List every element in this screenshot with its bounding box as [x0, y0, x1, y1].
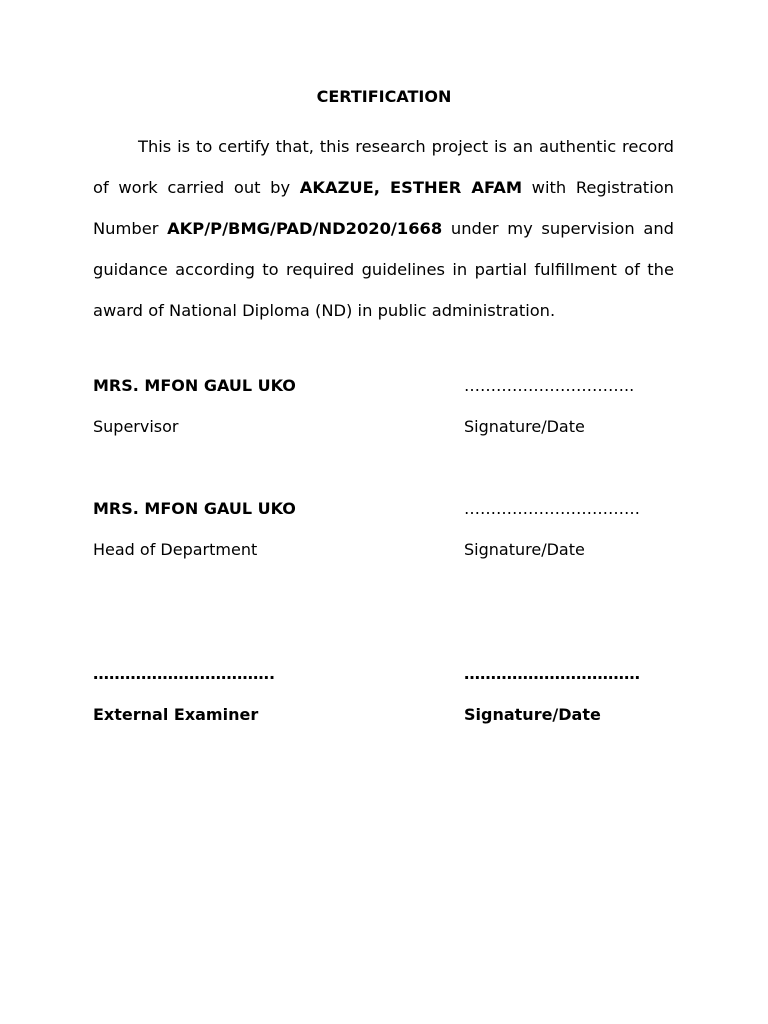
- supervisor-role: Supervisor: [93, 417, 179, 436]
- student-name: AKAZUE, ESTHER AFAM: [299, 178, 523, 197]
- examiner-role-row: [93, 703, 693, 727]
- examiner-signature-line: ……………………………: [464, 664, 640, 683]
- supervisor-signature-line: …………………………..: [464, 376, 635, 395]
- supervisor-name: MRS. MFON GAUL UKO: [93, 376, 296, 395]
- certification-paragraph: [93, 126, 674, 331]
- registration-number: AKP/P/BMG/PAD/ND2020/1668: [167, 219, 443, 238]
- page-title: CERTIFICATION: [316, 87, 452, 106]
- supervisor-signature-label: Signature/Date: [464, 417, 585, 436]
- supervisor-role-row: [93, 415, 693, 439]
- examiner-role: External Examiner: [93, 705, 259, 724]
- hod-signature-label: Signature/Date: [464, 540, 585, 559]
- hod-name-row: [93, 497, 693, 521]
- paragraph-text-1: This is to certify that, this research project is an authentic record of work carried out by: [93, 137, 674, 197]
- paragraph-text-2: with Registration Number: [93, 178, 674, 238]
- hod-name: MRS. MFON GAUL UKO: [93, 499, 296, 518]
- hod-role: Head of Department: [93, 540, 258, 559]
- examiner-name-line: …………………………….: [93, 664, 276, 683]
- supervisor-name-row: [93, 374, 693, 398]
- examiner-signature-label: Signature/Date: [464, 705, 601, 724]
- hod-role-row: [93, 538, 693, 562]
- hod-signature-line: ……………………………: [464, 499, 640, 518]
- examiner-lines-row: [93, 662, 693, 686]
- paragraph-text-3: under my supervision and guidance according to required guidelines in partial fulfillment of the award of National Diploma (ND) in public administration.: [93, 219, 674, 320]
